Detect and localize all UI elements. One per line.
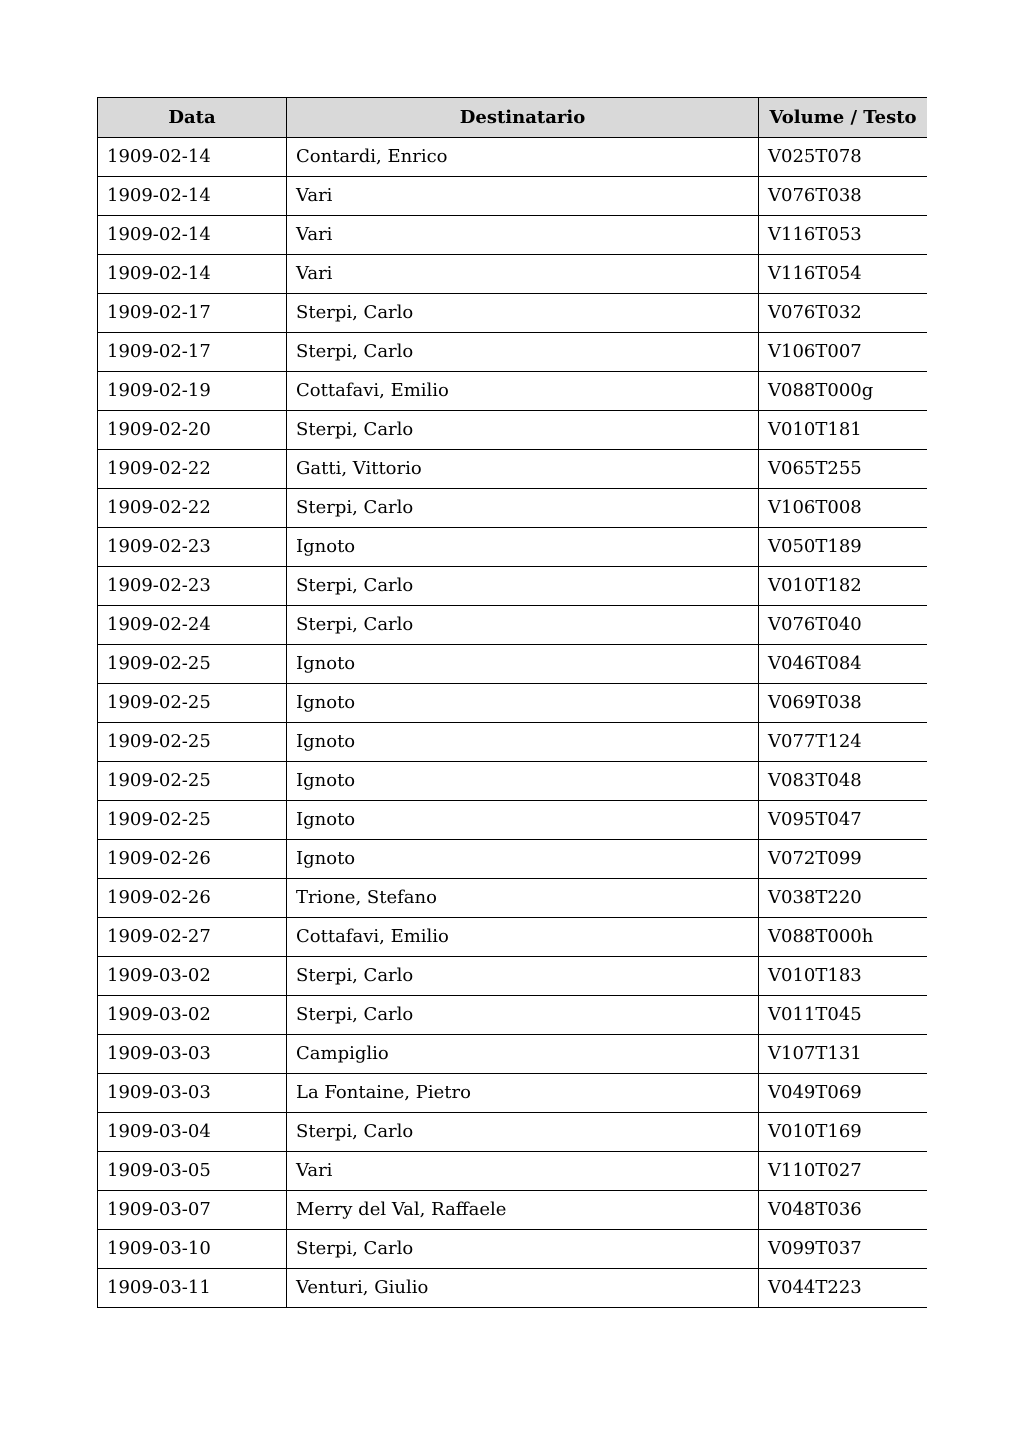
cell-date: 1909-02-23 [98,528,287,567]
cell-recipient: Ignoto [287,645,759,684]
table-body [98,138,928,1308]
cell-volume: V106T008 [759,489,928,528]
table-row [98,840,928,879]
cell-volume: V025T078 [759,138,928,177]
table-row [98,801,928,840]
letters-table-container [97,97,927,1312]
cell-date: 1909-02-23 [98,567,287,606]
cell-volume: V076T040 [759,606,928,645]
table-row [98,723,928,762]
cell-recipient: Ignoto [287,801,759,840]
cell-date: 1909-02-24 [98,606,287,645]
cell-volume: V050T189 [759,528,928,567]
cell-volume: V107T131 [759,1035,928,1074]
cell-volume: V010T169 [759,1113,928,1152]
cell-recipient: Gatti, Vittorio [287,450,759,489]
cell-date: 1909-02-25 [98,723,287,762]
cell-volume: V049T069 [759,1074,928,1113]
cell-recipient: Sterpi, Carlo [287,489,759,528]
table-row [98,684,928,723]
table-row [98,177,928,216]
table-row [98,216,928,255]
table-row [98,489,928,528]
cell-recipient: Trione, Stefano [287,879,759,918]
cell-volume: V116T054 [759,255,928,294]
cell-recipient: Sterpi, Carlo [287,1230,759,1269]
table-row [98,333,928,372]
cell-date: 1909-02-25 [98,801,287,840]
cell-recipient: Cottafavi, Emilio [287,918,759,957]
cell-volume: V069T038 [759,684,928,723]
cell-volume: V110T027 [759,1152,928,1191]
cell-date: 1909-02-22 [98,450,287,489]
cell-date: 1909-02-20 [98,411,287,450]
cell-date: 1909-03-03 [98,1035,287,1074]
cell-date: 1909-02-26 [98,840,287,879]
letters-table [97,97,927,1308]
cell-recipient: Ignoto [287,840,759,879]
cell-recipient: Sterpi, Carlo [287,567,759,606]
cell-recipient: Sterpi, Carlo [287,411,759,450]
cell-recipient: Ignoto [287,723,759,762]
cell-volume: V010T181 [759,411,928,450]
cell-date: 1909-02-17 [98,294,287,333]
cell-recipient: Campiglio [287,1035,759,1074]
cell-date: 1909-03-02 [98,996,287,1035]
table-row [98,606,928,645]
cell-recipient: Vari [287,255,759,294]
table-row [98,1152,928,1191]
cell-recipient: Ignoto [287,762,759,801]
table-row [98,528,928,567]
cell-recipient: Sterpi, Carlo [287,957,759,996]
cell-recipient: Sterpi, Carlo [287,333,759,372]
cell-volume: V046T084 [759,645,928,684]
cell-recipient: Ignoto [287,684,759,723]
cell-date: 1909-02-25 [98,645,287,684]
table-row [98,1035,928,1074]
cell-volume: V076T032 [759,294,928,333]
cell-date: 1909-02-14 [98,216,287,255]
table-row [98,255,928,294]
cell-volume: V072T099 [759,840,928,879]
cell-date: 1909-02-19 [98,372,287,411]
cell-recipient: Ignoto [287,528,759,567]
table-row [98,1074,928,1113]
cell-date: 1909-03-04 [98,1113,287,1152]
header-recipient: Destinatario [287,98,759,138]
cell-volume: V116T053 [759,216,928,255]
cell-volume: V099T037 [759,1230,928,1269]
table-row [98,762,928,801]
cell-volume: V083T048 [759,762,928,801]
cell-date: 1909-02-27 [98,918,287,957]
table-row [98,372,928,411]
cell-date: 1909-02-14 [98,138,287,177]
cell-recipient: Cottafavi, Emilio [287,372,759,411]
cell-volume: V038T220 [759,879,928,918]
cell-recipient: Vari [287,1152,759,1191]
cell-volume: V044T223 [759,1269,928,1308]
table-row [98,918,928,957]
table-row [98,957,928,996]
cell-recipient: Sterpi, Carlo [287,294,759,333]
cell-recipient: Merry del Val, Raffaele [287,1191,759,1230]
table-row [98,996,928,1035]
table-row [98,645,928,684]
table-row [98,138,928,177]
cell-volume: V088T000h [759,918,928,957]
cell-date: 1909-03-10 [98,1230,287,1269]
table-row [98,450,928,489]
cell-volume: V010T182 [759,567,928,606]
cell-recipient: Contardi, Enrico [287,138,759,177]
table-row [98,1230,928,1269]
cell-recipient: Vari [287,177,759,216]
cell-volume: V088T000g [759,372,928,411]
table-row [98,294,928,333]
header-volume: Volume / Testo [759,98,928,138]
header-date: Data [98,98,287,138]
cell-date: 1909-02-25 [98,762,287,801]
cell-volume: V076T038 [759,177,928,216]
cell-date: 1909-03-05 [98,1152,287,1191]
cell-volume: V065T255 [759,450,928,489]
cell-recipient: Sterpi, Carlo [287,606,759,645]
cell-date: 1909-02-25 [98,684,287,723]
table-row [98,1113,928,1152]
cell-recipient: Sterpi, Carlo [287,1113,759,1152]
cell-recipient: Venturi, Giulio [287,1269,759,1308]
cell-date: 1909-02-26 [98,879,287,918]
table-row [98,411,928,450]
cell-date: 1909-03-03 [98,1074,287,1113]
cell-recipient: Vari [287,216,759,255]
table-row [98,879,928,918]
cell-volume: V095T047 [759,801,928,840]
table-row [98,567,928,606]
table-header-row [98,98,928,138]
cell-volume: V077T124 [759,723,928,762]
cell-date: 1909-02-14 [98,255,287,294]
cell-volume: V048T036 [759,1191,928,1230]
cell-date: 1909-03-02 [98,957,287,996]
cell-volume: V011T045 [759,996,928,1035]
cell-date: 1909-02-22 [98,489,287,528]
cell-volume: V010T183 [759,957,928,996]
cell-recipient: La Fontaine, Pietro [287,1074,759,1113]
cell-date: 1909-02-14 [98,177,287,216]
table-row [98,1269,928,1308]
cell-recipient: Sterpi, Carlo [287,996,759,1035]
cell-volume: V106T007 [759,333,928,372]
cell-date: 1909-02-17 [98,333,287,372]
cell-date: 1909-03-11 [98,1269,287,1308]
cell-date: 1909-03-07 [98,1191,287,1230]
table-row [98,1191,928,1230]
